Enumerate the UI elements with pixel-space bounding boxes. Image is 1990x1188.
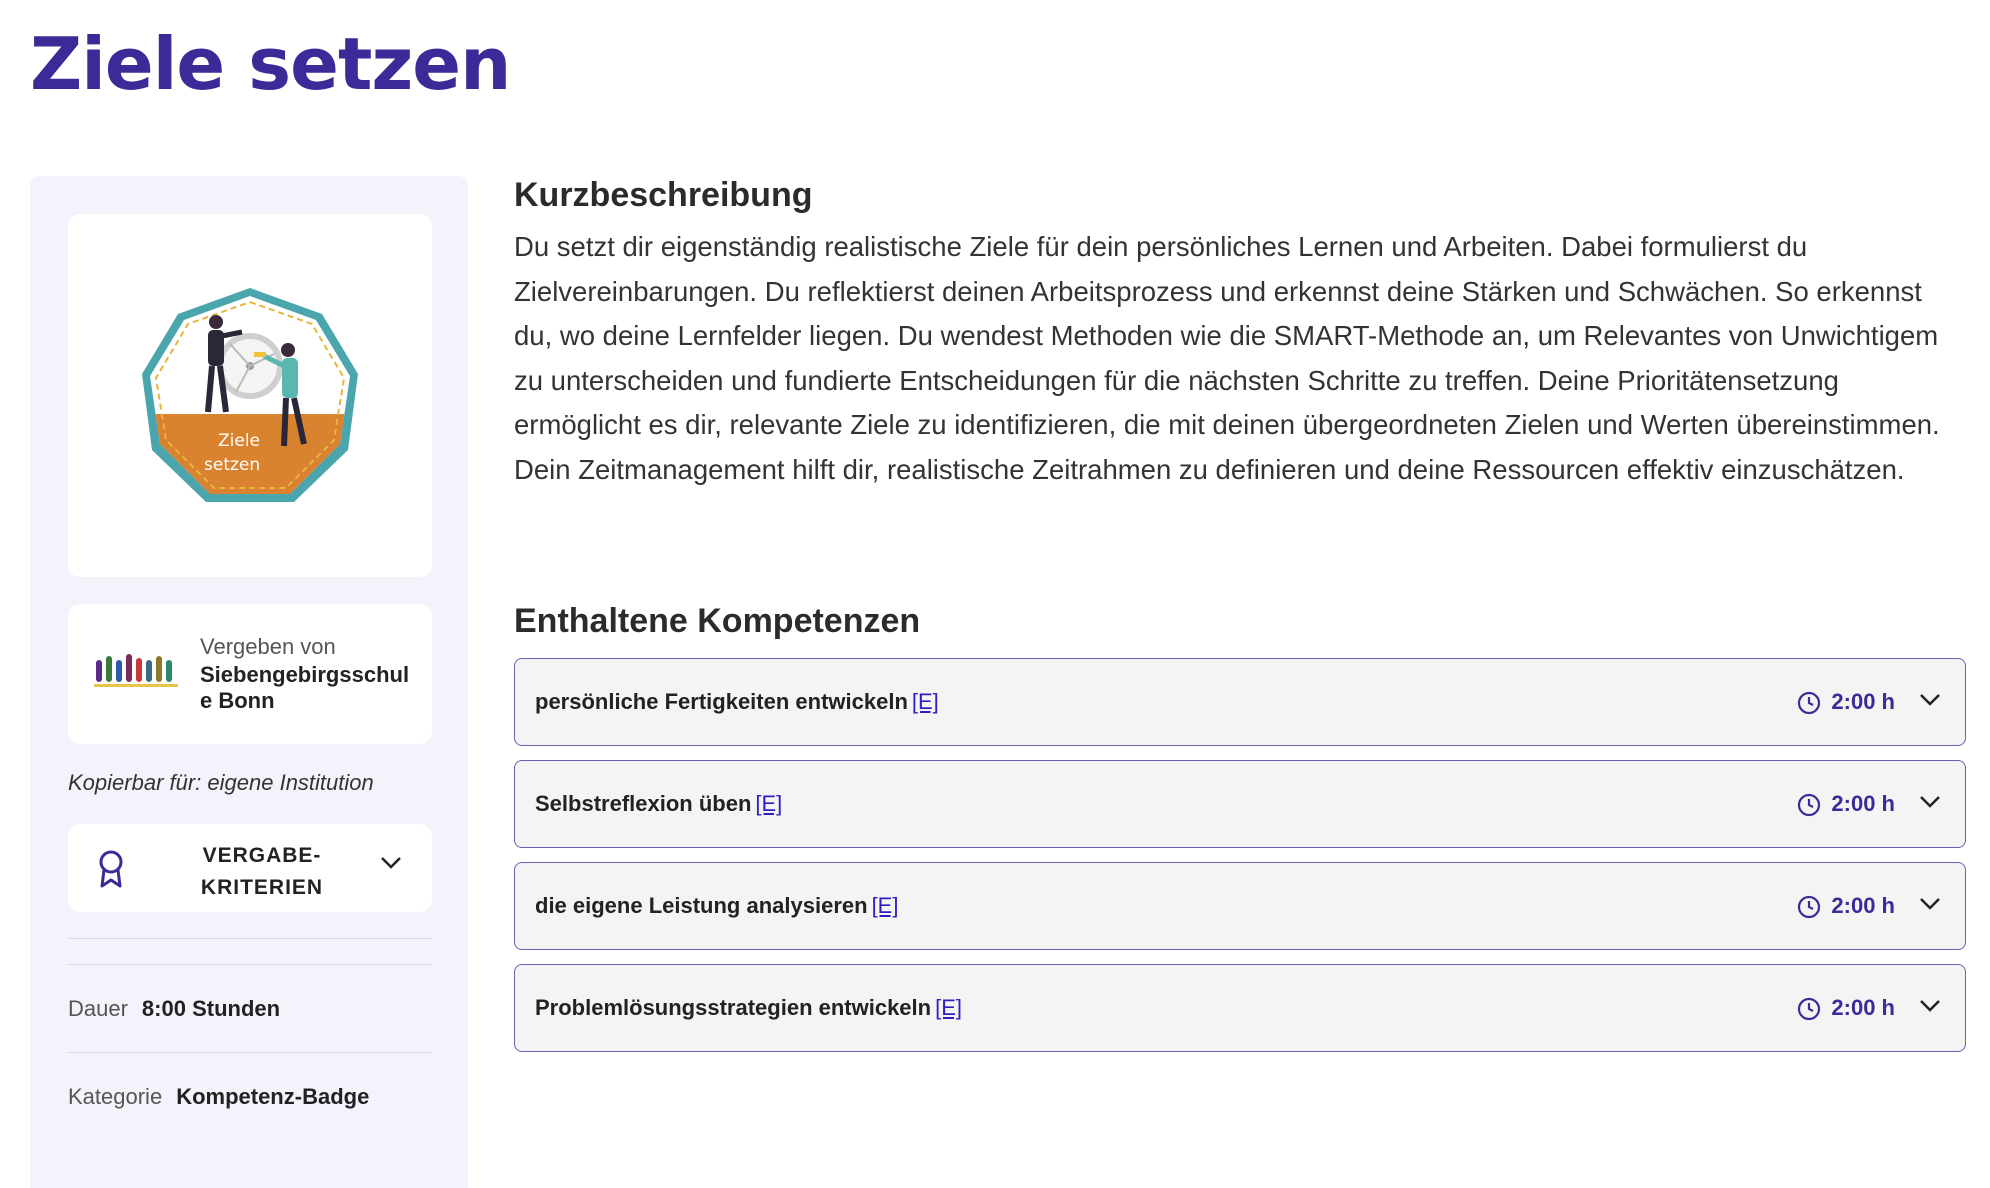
divider [68, 1052, 432, 1053]
copyable-info: Kopierbar für: eigene Institution [68, 770, 374, 795]
competency-item[interactable] [514, 964, 1966, 1052]
award-icon [98, 850, 124, 888]
issuer-name[interactable]: Siebengebirgsschule Bonn [200, 662, 410, 713]
duration-row [68, 996, 280, 1022]
competency-item[interactable] [514, 760, 1966, 848]
sidebar [30, 176, 468, 1188]
competency-tag-link[interactable]: [E] [935, 995, 963, 1020]
competency-tag-link[interactable]: [E] [871, 893, 899, 918]
duration-key: Dauer [68, 996, 128, 1021]
chevron-down-icon [380, 856, 402, 870]
chevron-down-icon[interactable] [1919, 795, 1941, 809]
competency-duration: 2:00 h [1831, 893, 1895, 918]
issuer-label: Vergeben von [200, 634, 336, 659]
competency-duration: 2:00 h [1831, 995, 1895, 1020]
badge-image [138, 284, 362, 508]
chevron-down-icon[interactable] [1919, 897, 1941, 911]
divider [68, 964, 432, 965]
chevron-down-icon[interactable] [1919, 693, 1941, 707]
competency-item[interactable] [514, 862, 1966, 950]
competency-name: Selbstreflexion üben [535, 791, 752, 816]
competency-name: Problemlösungsstrategien entwickeln [535, 995, 932, 1020]
category-key: Kategorie [68, 1084, 163, 1109]
description-text: Du setzt dir eigenständig realistische Ziele für dein persönliches Lernen und Arbeiten. Dabei formulierst du Zielvereinbarungen. Du reflektierst deinen Arbeitsprozess und erkennst deine Stärken und Schwächen. So erkennst du, wo deine Lernfelder liegen. Du wendest Methoden wie die SMART-Methode an, um Relevantes von Unwichtigem zu unterscheiden und fundierte Entscheidungen für die nächsten Schritte zu treffen. Deine Prioritätensetzung ermöglicht es dir, relevante Ziele zu identifizieren, die mit deinen übergeordneten Zielen und Werten übereinstimmen. Dein Zeitmanagement hilft dir, realistische Zeitrahmen zu definieren und deine Ressourcen effektiv einzuschätzen. [514, 231, 1940, 485]
criteria-label: VERGABE-KRITERIEN [200, 844, 324, 899]
competency-item[interactable] [514, 658, 1966, 746]
badge-card [68, 214, 432, 577]
competency-duration: 2:00 h [1831, 791, 1895, 816]
competencies-heading: Enthaltene Kompetenzen [514, 602, 921, 640]
badge-text-1: Ziele [218, 431, 261, 451]
description-heading: Kurzbeschreibung [514, 176, 813, 214]
page-title: Ziele setzen [30, 22, 511, 106]
competency-tag-link[interactable]: [E] [755, 791, 783, 816]
competency-list [514, 658, 1966, 1066]
criteria-toggle-button[interactable] [68, 824, 432, 912]
clock-icon [1797, 997, 1821, 1021]
competency-tag-link[interactable]: [E] [911, 689, 939, 714]
issuer-logo-icon [94, 650, 180, 694]
category-value: Kompetenz-Badge [176, 1084, 370, 1109]
competency-name: die eigene Leistung analysieren [535, 893, 868, 918]
divider [68, 938, 432, 939]
category-row [68, 1084, 369, 1110]
clock-icon [1797, 691, 1821, 715]
badge-text-2: setzen [204, 455, 261, 475]
main-content [514, 176, 1964, 1020]
chevron-down-icon[interactable] [1919, 999, 1941, 1013]
clock-icon [1797, 793, 1821, 817]
clock-icon [1797, 895, 1821, 919]
duration-value: 8:00 Stunden [141, 996, 281, 1021]
issuer-card[interactable] [68, 604, 432, 744]
competency-name: persönliche Fertigkeiten entwickeln [535, 689, 908, 714]
competency-duration: 2:00 h [1831, 689, 1895, 714]
